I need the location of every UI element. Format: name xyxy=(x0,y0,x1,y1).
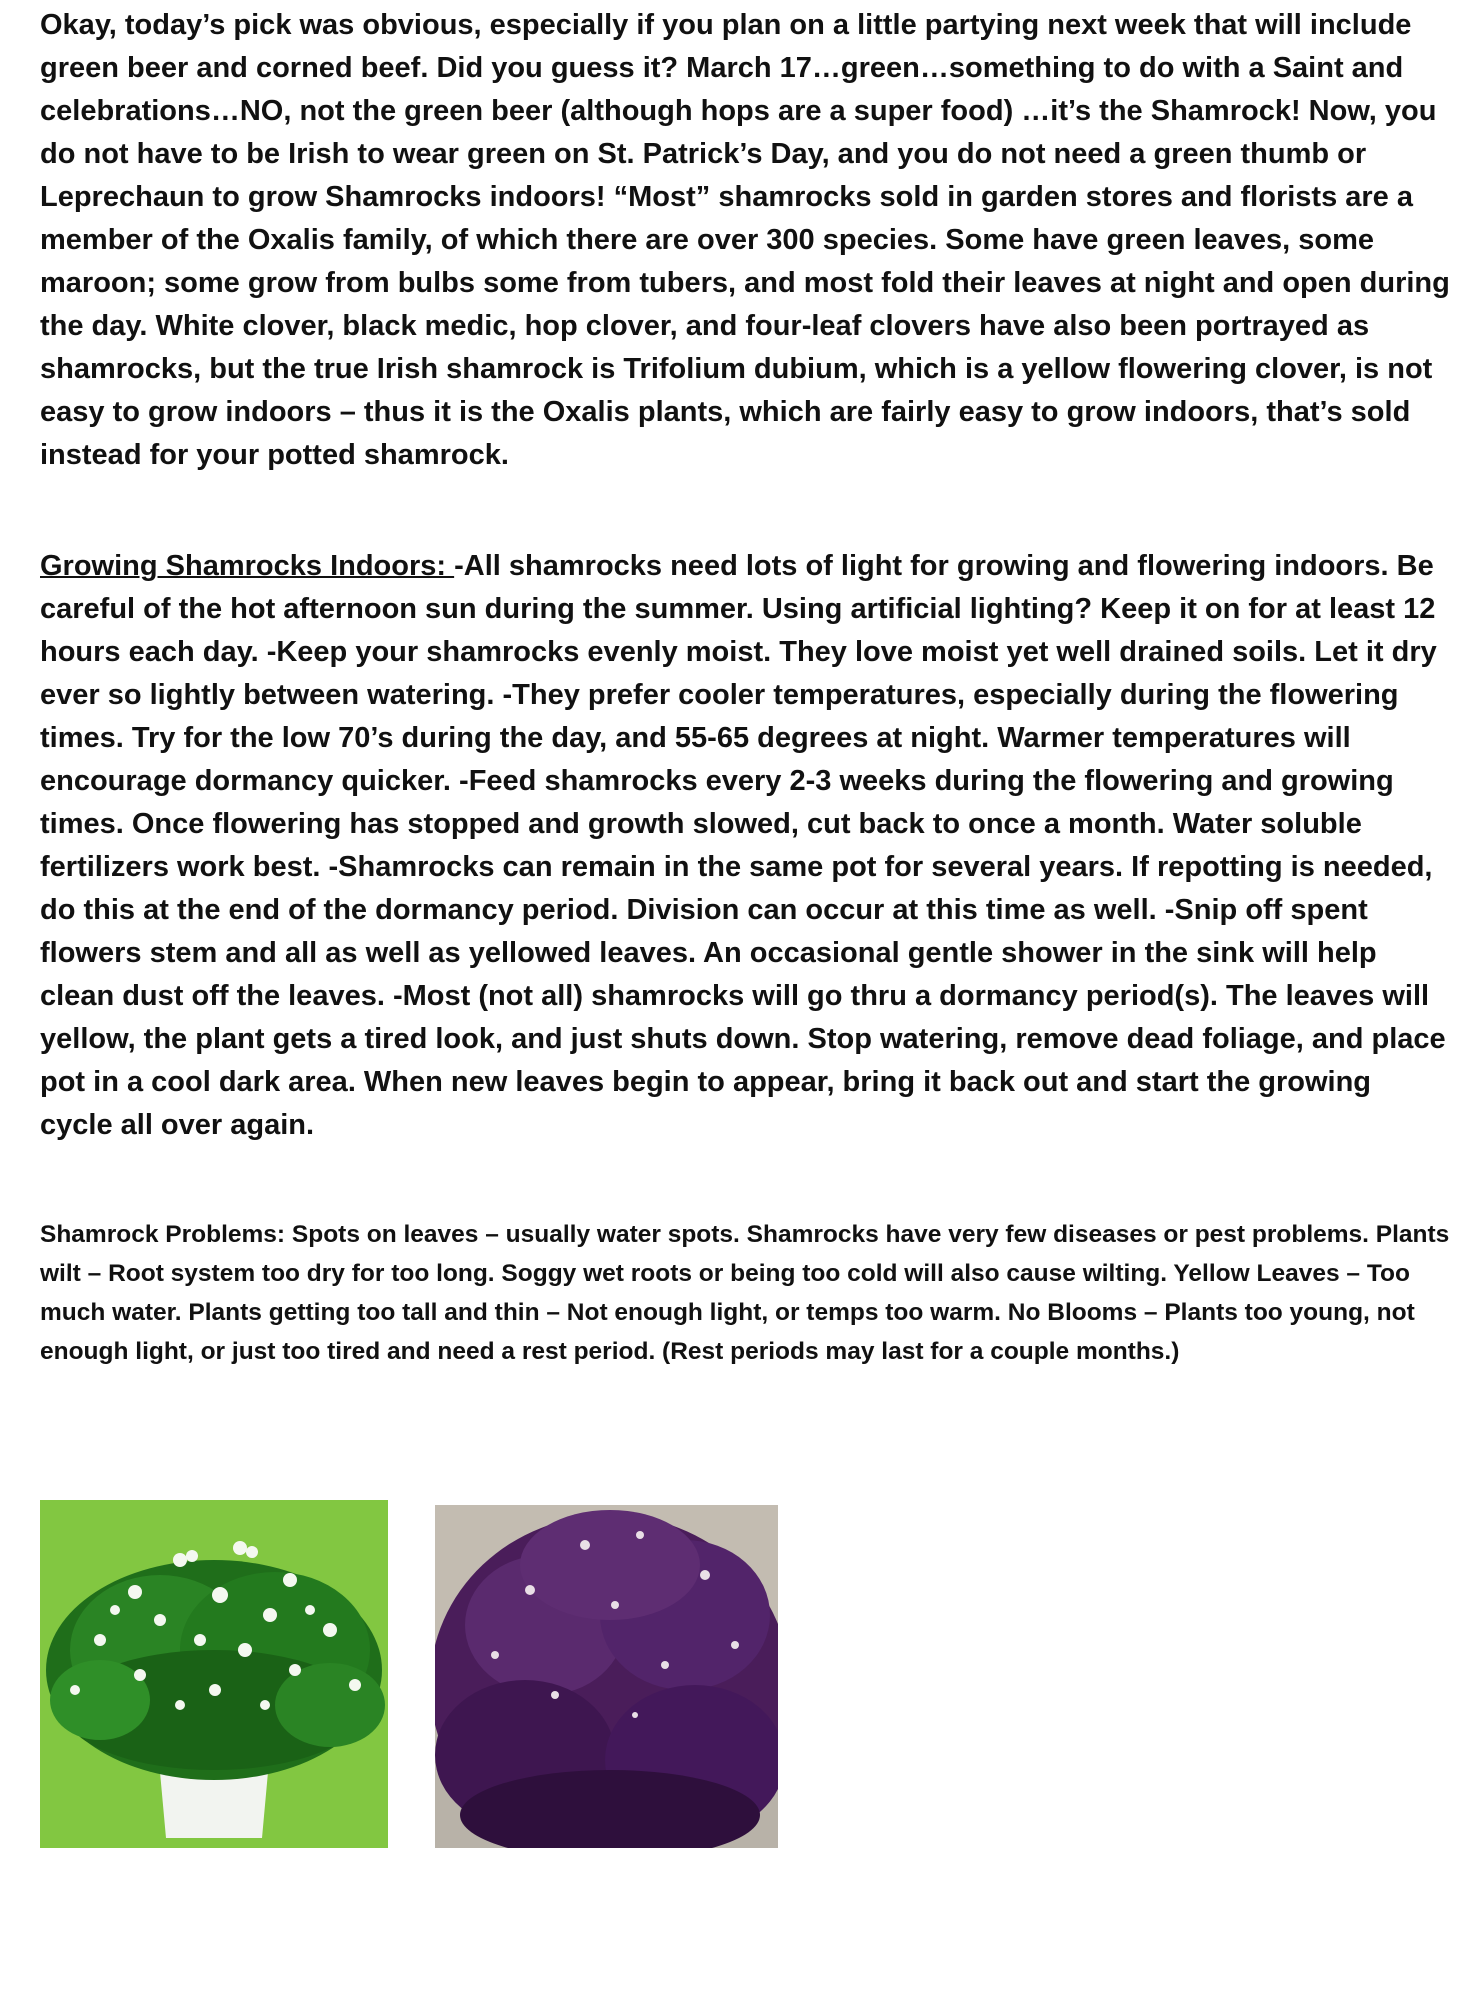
purple-shamrock-image xyxy=(435,1505,778,1848)
green-shamrock-photo xyxy=(40,1500,388,1848)
green-shamrock-image xyxy=(40,1500,388,1848)
intro-paragraph: Okay, today’s pick was obvious, especially if you plan on a little partying next week that will include green beer and corned beef. Did you guess it? March 17…green…something to do with a Saint and celebrations…NO, not the green beer (although hops are a super food) …it’s the Shamrock! Now, you do not have to be Irish to wear green on St. Patrick’s Day, and you do not need a green thumb or Leprechaun to grow Shamrocks indoors! “Most” shamrocks sold in garden stores and florists are a member of the Oxalis family, of which there are over 300 species. Some have green leaves, some maroon; some grow from bulbs some from tubers, and most fold their leaves at night and open during the day. White clover, black medic, hop clover, and four-leaf clovers have also been portrayed as shamrocks, but the true Irish shamrock is Trifolium dubium, which is a yellow flowering clover, is not easy to grow indoors – thus it is the Oxalis plants, which are fairly easy to grow indoors, that’s sold instead for your potted shamrock. xyxy=(40,9,1450,471)
problems-paragraph: Shamrock Problems: Spots on leaves – usually water spots. Shamrocks have very few diseases or pest problems. Plants wilt – Root system too dry for too long. Soggy wet roots or being too cold will also cause wilting. Yellow Leaves – Too much water. Plants getting too tall and thin – Not enough light, or temps too warm. No Blooms – Plants too young, not enough light, or just too tired and need a rest period. (Rest periods may last for a couple months.) xyxy=(40,1221,1450,1365)
growing-heading: Growing Shamrocks Indoors: xyxy=(40,550,455,582)
growing-paragraph xyxy=(40,545,1450,1147)
growing-text: -All shamrocks need lots of light for growing and flowering indoors. Be careful of the hot afternoon sun during the summer. Using artificial lighting? Keep it on for at least 12 hours each day. -Keep your shamrocks evenly moist. They love moist yet well drained soils. Let it dry ever so lightly between watering. -They prefer cooler temperatures, especially during the flowering times. Try for the low 70’s during the day, and 55-65 degrees at night. Warmer temperatures will encourage dormancy quicker. -Feed shamrocks every 2-3 weeks during the flowering and growing times. Once flowering has stopped and growth slowed, cut back to once a month. Water soluble fertilizers work best. -Shamrocks can remain in the same pot for several years. If repotting is needed, do this at the end of the dormancy period. Division can occur at this time as well. -Snip off spent flowers stem and all as well as yellowed leaves. An occasional gentle shower in the sink will help clean dust off the leaves. -Most (not all) shamrocks will go thru a dormancy period(s). The leaves will yellow, the plant gets a tired look, and just shuts down. Stop watering, remove dead foliage, and place pot in a cool dark area. When new leaves begin to appear, bring it back out and start the growing cycle all over again. xyxy=(40,550,1446,1141)
purple-shamrock-photo xyxy=(435,1505,778,1848)
